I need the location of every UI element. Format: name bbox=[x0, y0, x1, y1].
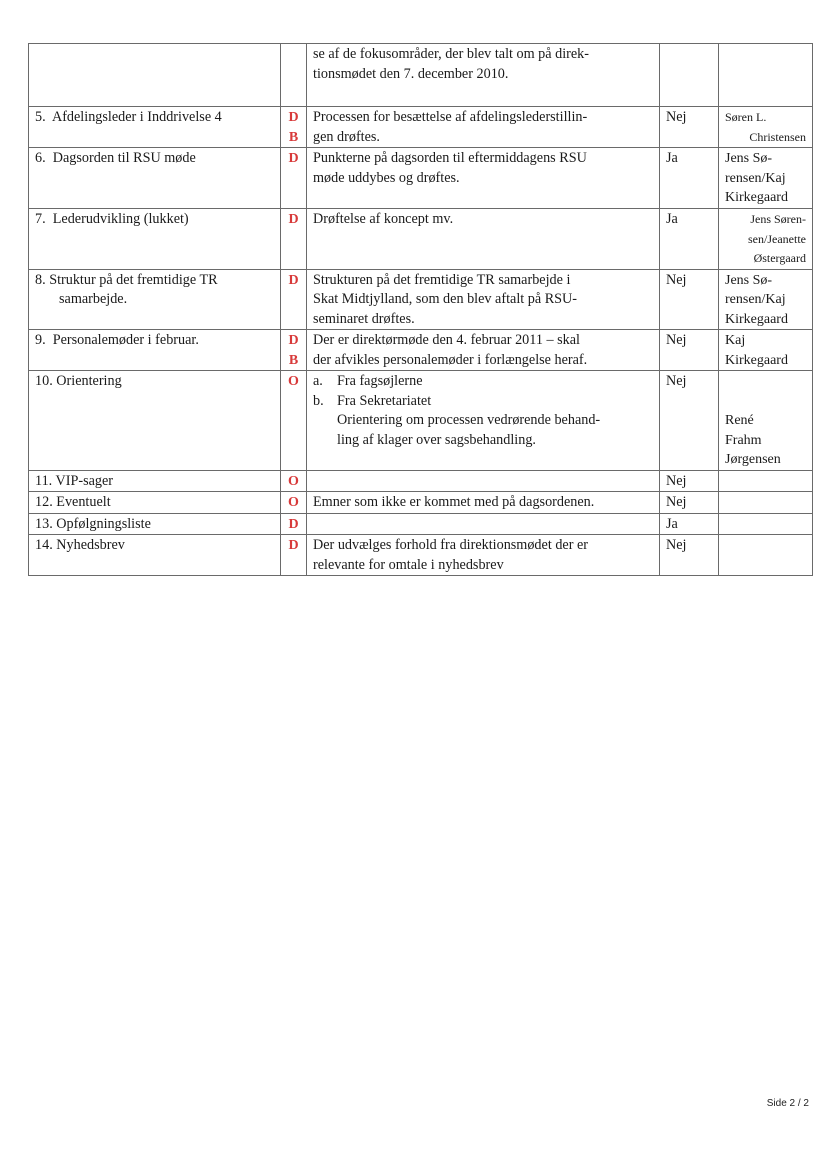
agenda-responsible-line: Kirkegaard bbox=[725, 311, 788, 327]
agenda-description-cell bbox=[307, 107, 660, 148]
agenda-sub-item bbox=[313, 372, 653, 392]
agenda-responsible-line: Frahm bbox=[725, 432, 762, 448]
agenda-responsible-cell bbox=[719, 492, 813, 514]
agenda-code-letter: B bbox=[288, 352, 299, 368]
agenda-decision-cell bbox=[660, 107, 719, 148]
agenda-sub-item-letter: a. bbox=[313, 373, 323, 389]
agenda-decision-cell bbox=[660, 470, 719, 492]
agenda-description-cell bbox=[307, 148, 660, 209]
agenda-item-cell bbox=[29, 492, 281, 514]
agenda-code-letter: D bbox=[288, 212, 299, 227]
agenda-code-letter: B bbox=[288, 129, 299, 145]
agenda-code-cell bbox=[281, 330, 307, 371]
agenda-item-cell bbox=[29, 470, 281, 492]
agenda-description-cell bbox=[307, 470, 660, 492]
agenda-description-line: se af de fokusområder, der blev talt om på direk- bbox=[313, 46, 589, 62]
agenda-decision-cell bbox=[660, 535, 719, 576]
agenda-decision-value: Nej bbox=[666, 373, 687, 389]
agenda-row bbox=[29, 371, 813, 471]
agenda-responsible-line: Jørgensen bbox=[725, 452, 781, 467]
agenda-sub-item-letter: b. bbox=[313, 392, 324, 409]
agenda-responsible-line: Jens Sø- bbox=[725, 272, 773, 288]
agenda-decision-cell bbox=[660, 209, 719, 270]
agenda-responsible-line: Kaj bbox=[725, 333, 746, 348]
agenda-code-letter: D bbox=[288, 110, 299, 125]
agenda-responsible-line: Søren L. bbox=[725, 110, 767, 124]
agenda-responsible-line: Kirkegaard bbox=[725, 352, 788, 368]
agenda-table bbox=[28, 43, 813, 576]
agenda-description-line: der afvikles personalemøder i forlængelse heraf. bbox=[313, 351, 588, 368]
agenda-responsible-cell bbox=[719, 148, 813, 209]
agenda-row bbox=[29, 470, 813, 492]
agenda-item-cell bbox=[29, 107, 281, 148]
agenda-description-cell bbox=[307, 535, 660, 576]
agenda-responsible-line: rensen/Kaj bbox=[725, 170, 786, 186]
agenda-responsible-cell bbox=[719, 470, 813, 492]
agenda-description-line: relevante for omtale i nyhedsbrev bbox=[313, 556, 504, 573]
agenda-code-letter: D bbox=[288, 333, 299, 348]
agenda-item-cell bbox=[29, 148, 281, 209]
agenda-description-line: Strukturen på det fremtidige TR samarbejde i bbox=[313, 271, 571, 288]
agenda-decision-value: Nej bbox=[666, 537, 687, 553]
agenda-responsible-cell bbox=[719, 371, 813, 471]
agenda-decision-value: Ja bbox=[666, 150, 678, 166]
agenda-code-letter: D bbox=[288, 151, 299, 166]
agenda-responsible-line: Kirkegaard bbox=[725, 190, 788, 205]
agenda-sub-item-text: Fra fagsøjlerne bbox=[337, 373, 423, 389]
agenda-responsible-line: rensen/Kaj bbox=[725, 292, 786, 307]
agenda-responsible-line: Jens Søren- bbox=[750, 212, 806, 226]
agenda-decision-value: Ja bbox=[666, 515, 678, 532]
agenda-item-title: 10. Orientering bbox=[35, 373, 122, 389]
agenda-code-cell bbox=[281, 371, 307, 471]
agenda-sub-description-line: Orientering om processen vedrørende behand- bbox=[337, 412, 601, 428]
agenda-row bbox=[29, 492, 813, 514]
agenda-code-letter: D bbox=[288, 272, 299, 288]
agenda-item-title: 14. Nyhedsbrev bbox=[35, 537, 125, 553]
agenda-item-title: 5. Afdelingsleder i Inddrivelse 4 bbox=[35, 109, 222, 125]
agenda-item-cell bbox=[29, 535, 281, 576]
agenda-responsible-line: Jens Sø- bbox=[725, 151, 773, 166]
agenda-responsible-cell bbox=[719, 107, 813, 148]
agenda-code-cell bbox=[281, 269, 307, 330]
agenda-item-title: 7. Lederudvikling (lukket) bbox=[35, 211, 189, 227]
agenda-description-line: Der udvælges forhold fra direktionsmødet der er bbox=[313, 537, 589, 553]
agenda-description-line: møde uddybes og drøftes. bbox=[313, 169, 460, 186]
agenda-row bbox=[29, 107, 813, 148]
agenda-item-cell bbox=[29, 371, 281, 471]
agenda-decision-cell bbox=[660, 44, 719, 107]
agenda-description-cell bbox=[307, 269, 660, 330]
agenda-item-title: 8. Struktur på det fremtidige TR bbox=[35, 271, 218, 288]
agenda-description-cell bbox=[307, 513, 660, 535]
agenda-code-cell bbox=[281, 492, 307, 514]
agenda-responsible-line: Østergaard bbox=[753, 251, 806, 265]
agenda-item-title: samarbejde. bbox=[59, 291, 128, 307]
agenda-item-cell bbox=[29, 209, 281, 270]
agenda-sub-item-text: Fra Sekretariatet bbox=[337, 392, 432, 409]
agenda-row bbox=[29, 513, 813, 535]
agenda-description-cell bbox=[307, 371, 660, 471]
agenda-code-cell bbox=[281, 44, 307, 107]
agenda-description-line: Emner som ikke er kommet med på dagsordenen. bbox=[313, 494, 595, 510]
agenda-responsible-cell bbox=[719, 44, 813, 107]
agenda-description-cell bbox=[307, 209, 660, 270]
agenda-responsible-cell bbox=[719, 330, 813, 371]
agenda-code-cell bbox=[281, 513, 307, 535]
agenda-sub-description-line: ling af klager over sagsbehandling. bbox=[337, 431, 536, 448]
agenda-description-line: Punkterne på dagsorden til eftermiddagens RSU bbox=[313, 150, 587, 166]
agenda-code-cell bbox=[281, 535, 307, 576]
agenda-description-cell bbox=[307, 330, 660, 371]
agenda-description-line: Der er direktørmøde den 4. februar 2011 – skal bbox=[313, 332, 580, 348]
agenda-responsible-cell bbox=[719, 535, 813, 576]
agenda-decision-cell bbox=[660, 148, 719, 209]
agenda-description-cell bbox=[307, 492, 660, 514]
agenda-item-cell bbox=[29, 330, 281, 371]
agenda-code-cell bbox=[281, 209, 307, 270]
agenda-row bbox=[29, 44, 813, 107]
agenda-description-line: seminaret drøftes. bbox=[313, 310, 415, 327]
agenda-decision-value: Nej bbox=[666, 271, 687, 288]
agenda-item-title: 12. Eventuelt bbox=[35, 494, 111, 510]
agenda-item-title: 13. Opfølgningsliste bbox=[35, 515, 151, 532]
agenda-responsible-line: sen/Jeanette bbox=[748, 231, 806, 246]
agenda-description-cell bbox=[307, 44, 660, 107]
agenda-description-line: tionsmødet den 7. december 2010. bbox=[313, 65, 509, 82]
agenda-code-letter: O bbox=[288, 473, 299, 489]
agenda-responsible-cell bbox=[719, 269, 813, 330]
page-number: Side 2 / 2 bbox=[766, 1098, 809, 1109]
agenda-decision-value: Ja bbox=[666, 211, 678, 227]
agenda-row bbox=[29, 535, 813, 576]
agenda-item-title: 6. Dagsorden til RSU møde bbox=[35, 150, 196, 166]
agenda-code-cell bbox=[281, 470, 307, 492]
agenda-row bbox=[29, 330, 813, 371]
agenda-responsible-line: Christensen bbox=[749, 129, 806, 144]
agenda-decision-value: Nej bbox=[666, 494, 687, 510]
agenda-item-cell bbox=[29, 44, 281, 107]
agenda-code-letter: D bbox=[288, 516, 299, 532]
agenda-item-cell bbox=[29, 513, 281, 535]
agenda-description-line: gen drøftes. bbox=[313, 128, 380, 145]
agenda-decision-value: Nej bbox=[666, 109, 687, 125]
agenda-code-cell bbox=[281, 148, 307, 209]
agenda-responsible-cell bbox=[719, 209, 813, 270]
agenda-code-letter: D bbox=[288, 538, 299, 553]
agenda-decision-value: Nej bbox=[666, 332, 687, 348]
agenda-decision-cell bbox=[660, 269, 719, 330]
agenda-code-letter: O bbox=[288, 374, 299, 389]
agenda-description-line: Drøftelse af koncept mv. bbox=[313, 211, 454, 227]
agenda-row bbox=[29, 209, 813, 270]
agenda-decision-value: Nej bbox=[666, 472, 687, 489]
agenda-row bbox=[29, 148, 813, 209]
agenda-item-cell bbox=[29, 269, 281, 330]
agenda-code-cell bbox=[281, 107, 307, 148]
agenda-decision-cell bbox=[660, 492, 719, 514]
agenda-body bbox=[29, 44, 813, 576]
agenda-description-line: Skat Midtjylland, som den blev aftalt på RSU- bbox=[313, 291, 578, 307]
agenda-row bbox=[29, 269, 813, 330]
agenda-description-line: Processen for besættelse af afdelingslederstillin- bbox=[313, 109, 588, 125]
agenda-responsible-cell bbox=[719, 513, 813, 535]
agenda-item-title: 11. VIP-sager bbox=[35, 472, 114, 489]
agenda-responsible-line: René bbox=[725, 413, 754, 428]
agenda-item-title: 9. Personalemøder i februar. bbox=[35, 332, 199, 348]
agenda-decision-cell bbox=[660, 513, 719, 535]
agenda-decision-cell bbox=[660, 330, 719, 371]
agenda-decision-cell bbox=[660, 371, 719, 471]
agenda-sub-item bbox=[313, 392, 653, 412]
agenda-code-letter: O bbox=[288, 495, 299, 510]
